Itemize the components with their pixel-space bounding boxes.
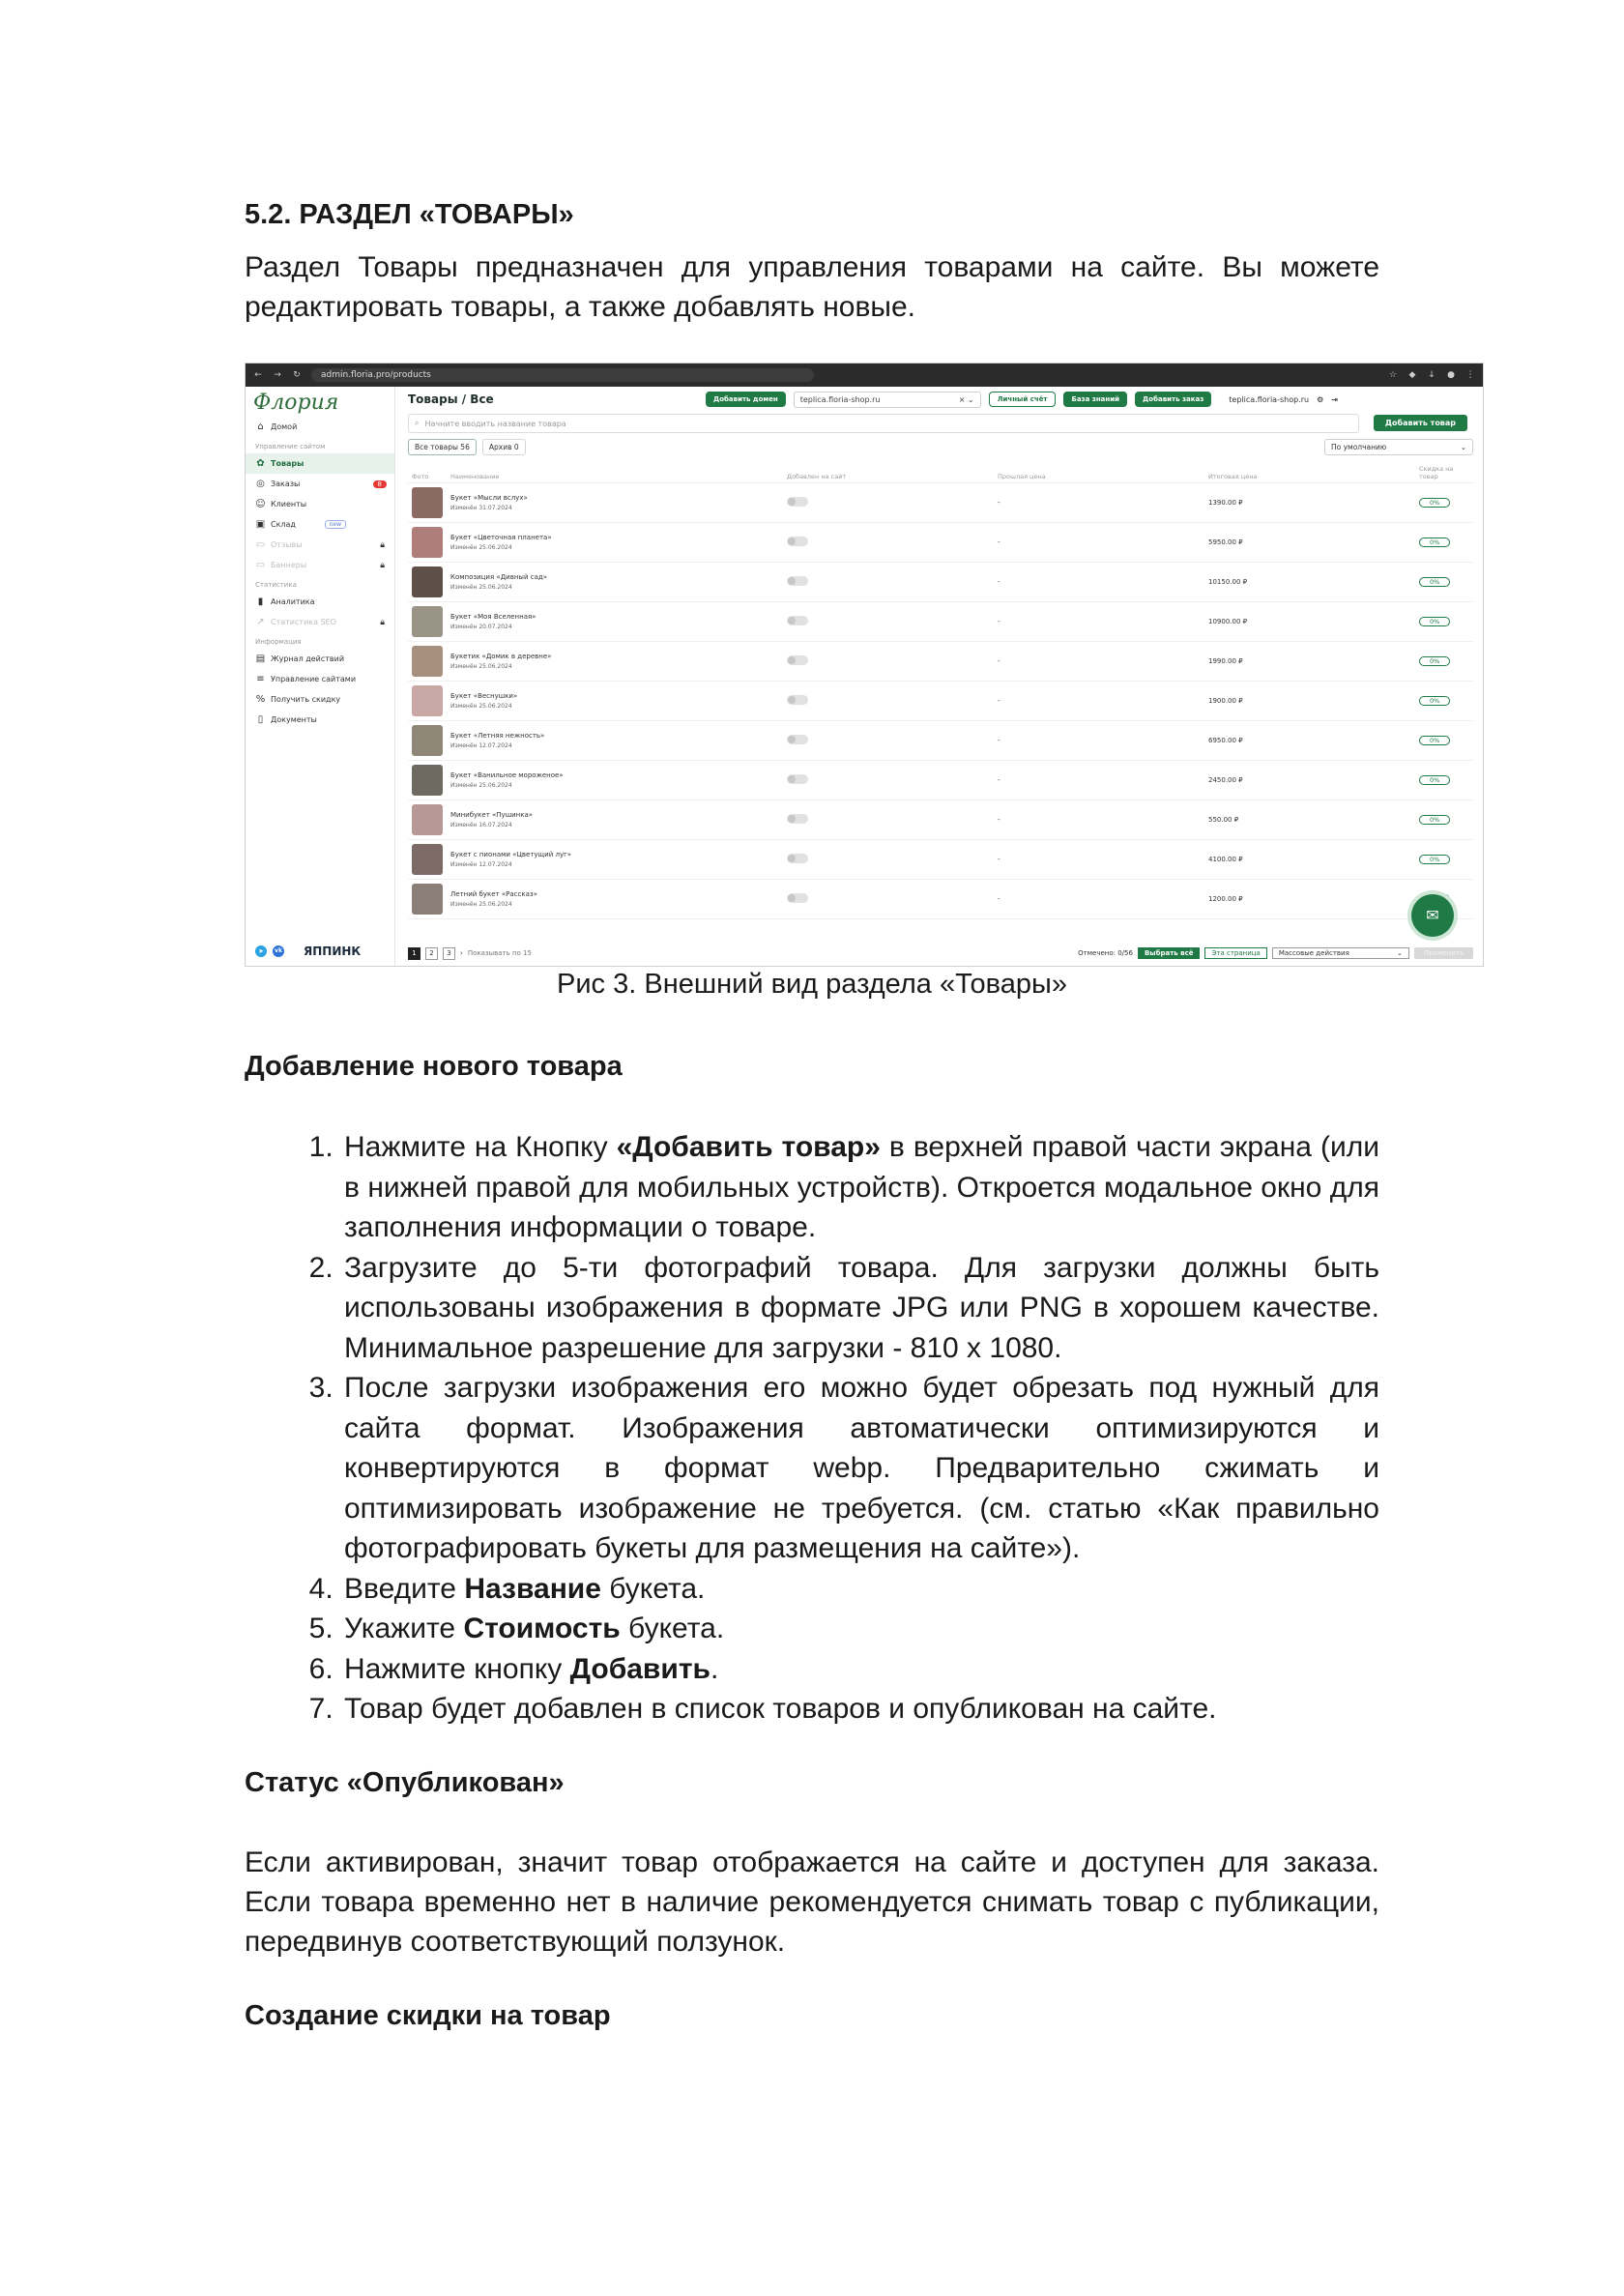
product-photo[interactable] bbox=[412, 646, 443, 677]
publish-toggle[interactable] bbox=[787, 893, 808, 903]
final-price: 1990.00 ₽ bbox=[1204, 642, 1415, 682]
product-name[interactable]: Букетик «Домик в деревне» bbox=[450, 653, 552, 660]
home-icon: ⌂ bbox=[257, 421, 264, 432]
product-photo[interactable] bbox=[412, 844, 443, 875]
col-final-price: Итоговая цена bbox=[1204, 461, 1415, 483]
discount-heading: Создание скидки на товар bbox=[245, 2000, 611, 2031]
product-date: Изменён 12.07.2024 bbox=[450, 742, 512, 749]
chat-icon: ✉ bbox=[1426, 906, 1439, 924]
sidebar-item-home[interactable]: ⌂ Домой bbox=[246, 417, 394, 437]
old-price: - bbox=[994, 563, 1204, 602]
product-name[interactable]: Композиция «Дивный сад» bbox=[450, 573, 547, 581]
percent-icon: % bbox=[255, 694, 266, 705]
old-price: - bbox=[994, 483, 1204, 523]
sidebar-footer bbox=[255, 945, 387, 958]
sidebar-group-info: Информация bbox=[255, 638, 302, 646]
products-table bbox=[408, 461, 1473, 919]
product-date: Изменён 25.06.2024 bbox=[450, 703, 512, 710]
table-row[interactable] bbox=[408, 642, 1473, 682]
list-item: 2. Загрузите до 5-ти фотографий товара. Для загрузки должны быть использованы изображения в формате JPG или PNG в хорошем качестве. Минимальное разрешение для загрузки - 810 х 1080. bbox=[341, 1248, 1379, 1369]
final-price: 550.00 ₽ bbox=[1204, 800, 1415, 840]
publish-toggle[interactable] bbox=[787, 735, 808, 744]
publish-toggle[interactable] bbox=[787, 537, 808, 546]
discount-badge[interactable]: 0% bbox=[1419, 855, 1450, 864]
orders-badge: 8 bbox=[373, 480, 387, 488]
product-date: Изменён 12.07.2024 bbox=[450, 861, 512, 868]
list-item: 1. Нажмите на Кнопку «Добавить товар» в верхней правой части экрана (или в нижней правой для мобильных устройств). Откроется модальное окно для заполнения информации о товаре. bbox=[341, 1127, 1379, 1248]
final-price: 10900.00 ₽ bbox=[1204, 602, 1415, 642]
table-row[interactable] bbox=[408, 840, 1473, 880]
compass-icon: ◎ bbox=[256, 479, 265, 489]
product-date: Изменён 16.07.2024 bbox=[450, 822, 512, 828]
section-title: 5.2. РАЗДЕЛ «ТОВАРЫ» bbox=[245, 199, 574, 230]
table-row[interactable] bbox=[408, 880, 1473, 919]
list-item: 4. Введите Название букета. bbox=[341, 1569, 1379, 1610]
main-content bbox=[408, 387, 1473, 966]
per-page-select[interactable]: Показывать по 15 bbox=[467, 949, 532, 957]
old-price: - bbox=[994, 602, 1204, 642]
apply-button[interactable]: Применить bbox=[1414, 947, 1473, 959]
journal-icon: ▤ bbox=[255, 654, 266, 664]
final-price: 1390.00 ₽ bbox=[1204, 483, 1415, 523]
product-photo[interactable] bbox=[412, 725, 443, 756]
chevron-right-icon[interactable]: › bbox=[460, 949, 463, 957]
back-icon[interactable]: ← bbox=[254, 370, 262, 380]
final-price: 1900.00 ₽ bbox=[1204, 682, 1415, 721]
vk-icon[interactable]: vk bbox=[273, 945, 284, 957]
browser-bar bbox=[246, 363, 1483, 387]
page-2[interactable]: 2 bbox=[425, 947, 438, 960]
col-discount: Скидка на товар bbox=[1415, 461, 1473, 483]
chevron-down-icon: × ⌄ bbox=[958, 394, 974, 404]
discount-badge[interactable]: 0% bbox=[1419, 815, 1450, 825]
col-photo: Фото bbox=[408, 461, 447, 483]
product-photo[interactable] bbox=[412, 685, 443, 716]
sidebar-item-banners[interactable]: ▭ Баннеры 🔒︎ bbox=[255, 560, 385, 570]
product-date: Изменён 25.06.2024 bbox=[450, 782, 512, 789]
chevron-down-icon: ⌄ bbox=[1396, 949, 1403, 957]
products-screenshot bbox=[245, 363, 1484, 967]
sidebar-item-analytics[interactable]: ▮ Аналитика bbox=[246, 592, 394, 612]
product-date: Изменён 25.06.2024 bbox=[450, 544, 512, 551]
search-field[interactable] bbox=[408, 414, 1359, 433]
product-photo[interactable] bbox=[412, 567, 443, 597]
logout-icon[interactable]: ⇥ bbox=[1331, 394, 1338, 404]
sidebar-item-seo[interactable]: ↗ Статистика SEO 🔒︎ bbox=[256, 617, 385, 627]
domain-select[interactable]: teplica.floria-shop.ru × ⌄ bbox=[794, 392, 981, 408]
forward-icon[interactable]: → bbox=[274, 370, 281, 380]
sidebar-item-clients[interactable]: ☺ Клиенты bbox=[255, 499, 307, 509]
sidebar-item-discount[interactable]: % Получить скидку bbox=[255, 694, 341, 705]
menu-icon[interactable]: ⋮ bbox=[1465, 370, 1475, 380]
add-order-button[interactable]: Добавить заказ bbox=[1135, 392, 1211, 407]
add-heading: Добавление нового товара bbox=[245, 1051, 623, 1082]
telegram-icon[interactable]: ➤ bbox=[255, 945, 267, 957]
product-photo[interactable] bbox=[412, 487, 443, 518]
sidebar-item-reviews[interactable]: ▭ Отзывы 🔒︎ bbox=[255, 539, 385, 550]
final-price: 1200.00 ₽ bbox=[1204, 880, 1415, 919]
search-icon: ⌕ bbox=[415, 419, 420, 427]
trend-icon: ↗ bbox=[256, 617, 265, 627]
table-row[interactable] bbox=[408, 523, 1473, 563]
table-row[interactable] bbox=[408, 800, 1473, 840]
discount-badge[interactable]: 0% bbox=[1419, 538, 1450, 547]
steps-list bbox=[245, 1127, 1379, 1729]
select-all-button[interactable]: Выбрать всё bbox=[1138, 947, 1201, 959]
brand-logo: ЯППИНК bbox=[304, 945, 362, 958]
chat-button[interactable] bbox=[1411, 894, 1454, 937]
shop-name[interactable]: teplica.floria-shop.ru bbox=[1229, 394, 1310, 404]
old-price: - bbox=[994, 761, 1204, 800]
publish-toggle[interactable] bbox=[787, 695, 808, 705]
sort-select[interactable]: По умолчанию ⌄ bbox=[1324, 439, 1473, 455]
flower-icon: ✿ bbox=[256, 458, 265, 469]
lock-icon: 🔒︎ bbox=[380, 539, 385, 550]
old-price: - bbox=[994, 523, 1204, 563]
col-published: Добавлен на сайт bbox=[783, 461, 994, 483]
old-price: - bbox=[994, 682, 1204, 721]
product-name[interactable]: Летний букет «Рассказ» bbox=[450, 890, 537, 898]
product-photo[interactable] bbox=[412, 527, 443, 558]
document-icon: ▯ bbox=[257, 714, 264, 725]
publish-toggle[interactable] bbox=[787, 854, 808, 863]
breadcrumb: Товары / Все bbox=[408, 392, 494, 406]
top-bar bbox=[408, 387, 1473, 412]
publish-toggle[interactable] bbox=[787, 774, 808, 784]
old-price: - bbox=[994, 642, 1204, 682]
product-date: Изменён 25.06.2024 bbox=[450, 663, 512, 670]
product-photo[interactable] bbox=[412, 606, 443, 637]
tabs bbox=[408, 439, 1473, 455]
sidebar-item-log[interactable]: ▤ Журнал действий bbox=[255, 654, 345, 664]
knowledge-button[interactable]: База знаний bbox=[1063, 392, 1127, 407]
reload-icon[interactable]: ↻ bbox=[293, 370, 301, 380]
product-name[interactable]: Букет «Цветочная планета» bbox=[450, 534, 552, 541]
product-date: Изменён 25.06.2024 bbox=[450, 584, 512, 591]
add-product-button[interactable]: Добавить товар bbox=[1374, 415, 1467, 431]
image-icon: ▭ bbox=[255, 539, 266, 550]
chevron-down-icon: ⌄ bbox=[1460, 443, 1466, 451]
table-row[interactable] bbox=[408, 761, 1473, 800]
download-icon[interactable]: ↓ bbox=[1428, 370, 1436, 380]
list-item: 3. После загрузки изображения его можно будет обрезать под нужный для сайта формат. Изображения автоматически оптимизируются и конвертируются в формат webp. Предварительно сжимать и оптимизировать изображение не требуется. (см. статью «Как правильно фотографировать букеты для размещения на сайте»). bbox=[341, 1368, 1379, 1569]
old-price: - bbox=[994, 880, 1204, 919]
product-date: Изменён 31.07.2024 bbox=[450, 505, 512, 511]
tab-all[interactable]: Все товары 56 bbox=[408, 439, 477, 455]
old-price: - bbox=[994, 840, 1204, 880]
sidebar-item-sites[interactable]: ≡ Управление сайтами bbox=[256, 674, 357, 684]
this-page-select[interactable]: Эта страница bbox=[1204, 947, 1266, 959]
publish-toggle[interactable] bbox=[787, 616, 808, 625]
table-row[interactable] bbox=[408, 563, 1473, 602]
search-input[interactable]: Начните вводить название товара bbox=[424, 419, 566, 428]
address-bar[interactable]: admin.floria.pro/products bbox=[311, 368, 814, 382]
discount-badge[interactable]: 0% bbox=[1419, 696, 1450, 706]
publish-toggle[interactable] bbox=[787, 576, 808, 586]
list-item: 6. Нажмите кнопку Добавить. bbox=[341, 1649, 1379, 1690]
product-name[interactable]: Букет «Летняя нежность» bbox=[450, 732, 545, 740]
status-paragraph: Если активирован, значит товар отображается на сайте и доступен для заказа. Если товара временно нет в наличие рекомендуется снимать товар с публикации, передвинув соответствующий ползунок. bbox=[245, 1846, 1379, 1958]
table-row[interactable] bbox=[408, 602, 1473, 642]
product-name[interactable]: Букет «Мысли вслух» bbox=[450, 494, 528, 502]
product-date: Изменён 25.06.2024 bbox=[450, 901, 512, 908]
discount-badge[interactable]: 0% bbox=[1419, 775, 1450, 785]
publish-toggle[interactable] bbox=[787, 814, 808, 824]
col-name: Наименование bbox=[447, 461, 783, 483]
product-name[interactable]: Букет «Ванильное мороженое» bbox=[450, 771, 564, 779]
publish-toggle[interactable] bbox=[787, 655, 808, 665]
sidebar-item-products[interactable]: ✿ Товары bbox=[246, 453, 394, 474]
sidebar-group-manage: Управление сайтом bbox=[255, 443, 326, 450]
list-icon: ≡ bbox=[256, 674, 265, 684]
star-icon[interactable]: ☆ bbox=[1388, 370, 1398, 380]
table-row[interactable] bbox=[408, 721, 1473, 761]
users-icon: ☺ bbox=[255, 499, 266, 509]
sidebar-item-warehouse[interactable]: ▣ Склад new bbox=[246, 514, 394, 535]
image-icon: ▭ bbox=[255, 560, 266, 570]
account-button[interactable]: Личный счёт bbox=[989, 392, 1057, 407]
table-row[interactable] bbox=[408, 483, 1473, 523]
status-heading: Статус «Опубликован» bbox=[245, 1767, 565, 1798]
list-item: 7. Товар будет добавлен в список товаров и опубликован на сайте. bbox=[341, 1689, 1379, 1729]
product-photo[interactable] bbox=[412, 765, 443, 796]
extension-icon[interactable]: ◆ bbox=[1408, 370, 1416, 380]
sidebar-group-stats: Статистика bbox=[255, 581, 297, 589]
page-1[interactable]: 1 bbox=[408, 947, 420, 960]
marked-count: Отмечено: 0/56 bbox=[1078, 949, 1133, 957]
final-price: 2450.00 ₽ bbox=[1204, 761, 1415, 800]
final-price: 4100.00 ₽ bbox=[1204, 840, 1415, 880]
sidebar-item-documents[interactable]: ▯ Документы bbox=[246, 710, 394, 730]
product-date: Изменён 20.07.2024 bbox=[450, 624, 512, 630]
profile-icon[interactable]: ● bbox=[1447, 370, 1455, 380]
discount-badge[interactable]: 0% bbox=[1419, 498, 1450, 508]
publish-toggle[interactable] bbox=[787, 497, 808, 507]
discount-badge[interactable]: 0% bbox=[1419, 656, 1450, 666]
tab-archive[interactable]: Архив 0 bbox=[482, 439, 526, 455]
add-domain-button[interactable]: Добавить домен bbox=[706, 392, 786, 407]
lock-icon: 🔒︎ bbox=[380, 560, 385, 570]
page-3[interactable]: 3 bbox=[443, 947, 455, 960]
figure-caption: Рис 3. Внешний вид раздела «Товары» bbox=[557, 969, 1067, 1000]
product-photo[interactable] bbox=[412, 804, 443, 835]
table-row[interactable] bbox=[408, 682, 1473, 721]
discount-badge[interactable]: 0% bbox=[1419, 617, 1450, 626]
final-price: 10150.00 ₽ bbox=[1204, 563, 1415, 602]
final-price: 5950.00 ₽ bbox=[1204, 523, 1415, 563]
discount-badge[interactable]: 0% bbox=[1419, 736, 1450, 745]
pagination-bar bbox=[408, 945, 1473, 962]
final-price: 6950.00 ₽ bbox=[1204, 721, 1415, 761]
list-item: 5. Укажите Стоимость букета. bbox=[341, 1609, 1379, 1649]
mass-actions-select[interactable]: Массовые действия ⌄ bbox=[1272, 947, 1409, 959]
old-price: - bbox=[994, 800, 1204, 840]
lock-icon: 🔒︎ bbox=[380, 617, 385, 627]
new-badge: new bbox=[325, 520, 346, 529]
sidebar-item-orders[interactable]: ◎ Заказы 8 bbox=[246, 474, 394, 494]
product-name[interactable]: Минибукет «Пушинка» bbox=[450, 811, 534, 819]
bar-chart-icon: ▮ bbox=[257, 596, 264, 607]
discount-badge[interactable]: 0% bbox=[1419, 577, 1450, 587]
gear-icon[interactable]: ⚙ bbox=[1317, 394, 1324, 404]
intro-paragraph: Раздел Товары предназначен для управления товарами на сайте. Вы можете редактировать товары, а также добавлять новые. bbox=[245, 251, 1379, 323]
product-name[interactable]: Букет с пионами «Цветущий луг» bbox=[450, 851, 572, 858]
product-name[interactable]: Букет «Моя Вселенная» bbox=[450, 613, 536, 621]
old-price: - bbox=[994, 721, 1204, 761]
logo[interactable]: Флория bbox=[253, 391, 339, 415]
product-photo[interactable] bbox=[412, 884, 443, 915]
col-old-price: Прошлая цена bbox=[994, 461, 1204, 483]
sidebar bbox=[246, 387, 395, 966]
box-icon: ▣ bbox=[255, 519, 266, 530]
product-name[interactable]: Букет «Веснушки» bbox=[450, 692, 518, 700]
